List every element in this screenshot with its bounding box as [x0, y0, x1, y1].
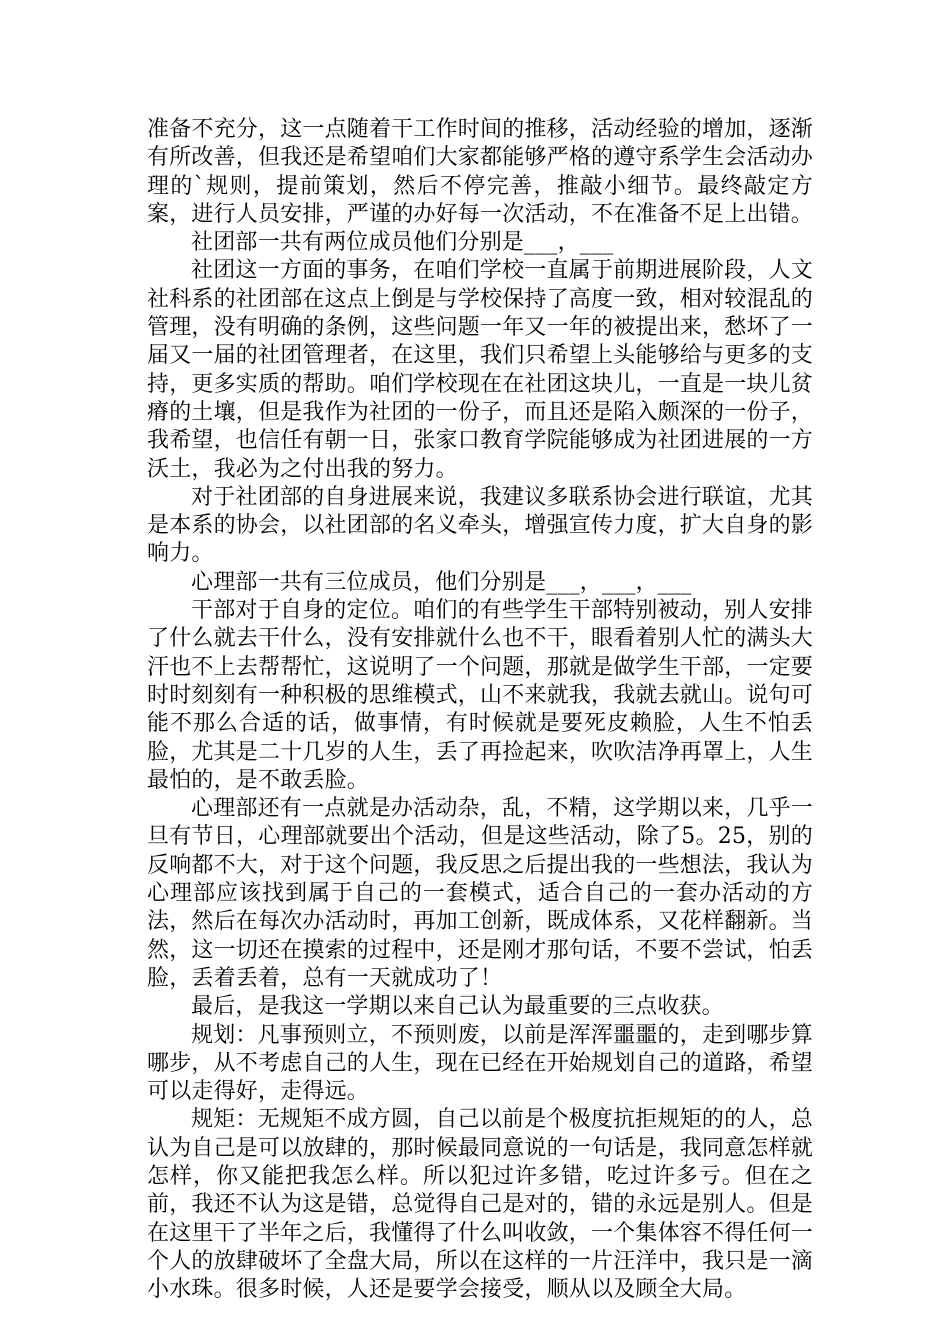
paragraph-8: 最后，是我这一学期以来自己认为最重要的三点收获。 — [191, 994, 724, 1020]
paragraph-1: 准备不充分，这一点随着干工作时间的推移，活动经验的增加，逐渐有所改善，但我还是希望咱们大家都能够严格的遵守系学生会活动办理的`规则，提前策划，然后不停完善，推敲小细节。最终敲定方案，进行人员安排，严谨的办好每一次活动，不在准备不足上出错。 — [147, 117, 814, 227]
paragraph-10: 规矩：无规矩不成方圆，自己以前是个极度抗拒规矩的的人，总认为自己是可以放肆的，那时候最同意说的一句话是，我同意怎样就怎样，你又能把我怎么样。所以犯过许多错，吃过许多亏。但在之前，我还不认为这是错，总觉得自己是对的，错的永远是别人。但是在这里干了半年之后，我懂得了什么叫收敛，一个集体容不得任何一个人的放肆破坏了全盘大局，所以在这样的一片汪洋中，我只是一滴小水珠。很多时候，人还是要学会接受，顺从以及顾全大局。 — [147, 1107, 814, 1303]
paragraph-7: 心理部还有一点就是办活动杂，乱，不精，这学期以来，几乎一旦有节日，心理部就要出个活动，但是这些活动，除了5。25，别的反响都不大，对于这个问题，我反思之后提出我的一些想法，我认为心理部应该找到属于自己的一套模式，适合自己的一套办活动的方法，然后在每次办活动时，再加工创新，既成体系，又花样翻新。当然，这一切还在摸索的过程中，还是刚才那句话，不要不尝试，怕丢脸，丢着丢着，总有一天就成功了！ — [147, 796, 814, 991]
paragraph-3: 社团这一方面的事务，在咱们学校一直属于前期进展阶段，人文社科系的社团部在这点上倒是与学校保持了高度一致，相对较混乱的管理，没有明确的条例，这些问题一年又一年的被提出来，愁坏了一届又一届的社团管理者，在这里，我们只希望上头能够给与更多的支持，更多实质的帮助。咱们学校现在在社团这块儿，一直是一块儿贫瘠的土壤，但是我作为社团的一份子，而且还是陷入颇深的一份子，我希望，也信任有朝一日，张家口教育学院能够成为社团进展的一方沃土，我必为之付出我的努力。 — [147, 258, 814, 482]
document-body — [147, 116, 813, 1304]
paragraph-4: 对于社团部的自身进展来说，我建议多联系协会进行联谊，尤其是本系的协会，以社团部的名义牵头，增强宣传力度，扩大自身的影响力。 — [147, 484, 814, 567]
paragraph-6: 干部对于自身的定位。咱们的有些学生干部特别被动，别人安排了什么就去干什么，没有安排就什么也不干，眼看着别人忙的满头大汗也不上去帮帮忙，这说明了一个问题，那就是做学生干部，一定要时时刻刻有一种积极的思维模式，山不来就我，我就去就山。说句可能不那么合适的话，做事情，有时候就是要死皮赖脸，人生不怕丢脸，尤其是二十几岁的人生，丢了再捡起来，吹吹洁净再罩上，人生最怕的，是不敢丢脸。 — [147, 598, 814, 793]
paragraph-5: 心理部一共有三位成员，他们分别是___，___，___ — [191, 569, 692, 595]
paragraph-2: 社团部一共有两位成员他们分别是___，___ — [191, 230, 614, 256]
paragraph-9: 规划：凡事预则立，不预则废，以前是浑浑噩噩的，走到哪步算哪步，从不考虑自己的人生，现在已经在开始规划自己的道路，希望可以走得好，走得远。 — [147, 1022, 814, 1105]
